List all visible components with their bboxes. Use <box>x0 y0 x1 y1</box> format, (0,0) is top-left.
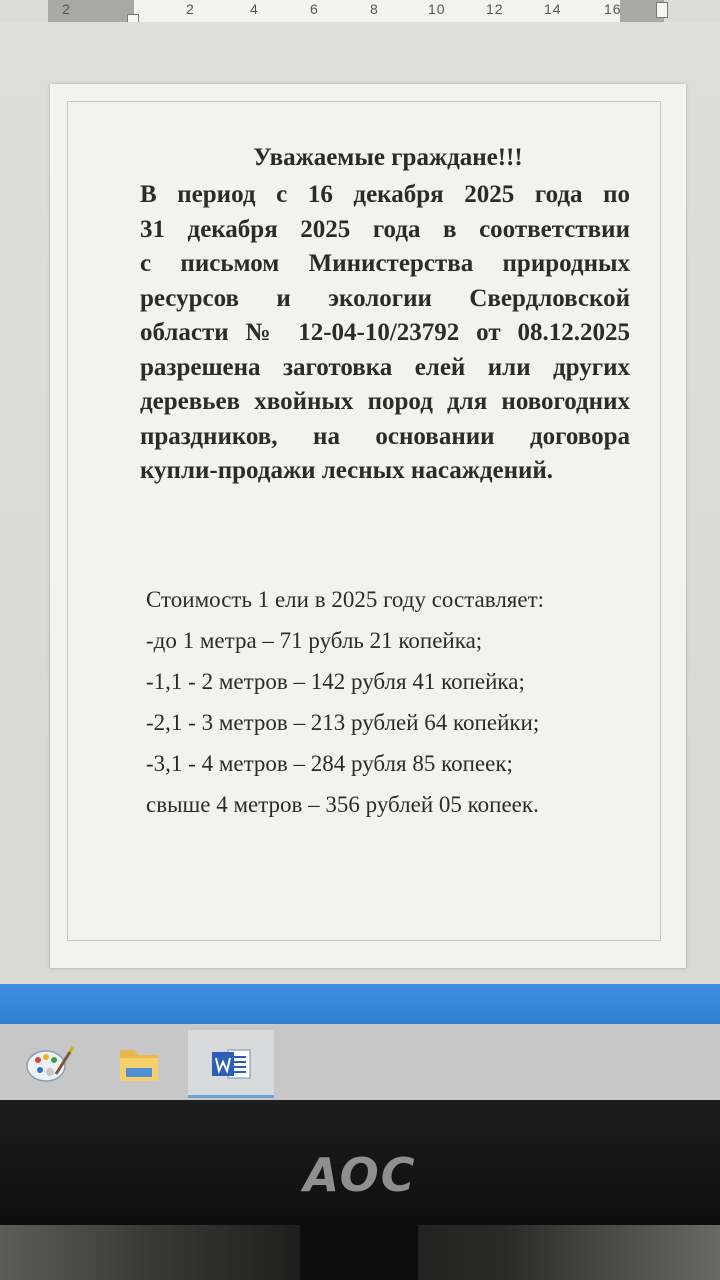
document-page[interactable] <box>50 84 686 968</box>
paragraph-line: ресурсов и экологии Свердловской <box>140 284 630 312</box>
price-item: -3,1 - 4 метров – 284 рубля 85 копеек; <box>146 751 513 776</box>
paint-icon <box>0 1030 86 1098</box>
ruler-number: 2 <box>62 1 71 17</box>
right-indent-marker[interactable] <box>656 2 668 18</box>
price-item: -до 1 метра – 71 рубль 21 копейка; <box>146 628 483 653</box>
document-heading: Уважаемые граждане!!! <box>253 144 523 171</box>
horizontal-ruler[interactable] <box>48 0 664 23</box>
document-workarea[interactable] <box>0 22 720 984</box>
ruler-number: 16 <box>604 1 622 17</box>
paragraph-line: праздников, на основании договора <box>140 422 630 450</box>
taskbar-explorer-button[interactable] <box>96 1030 182 1098</box>
announcement-paragraph <box>140 178 630 489</box>
ruler-number: 10 <box>428 1 446 17</box>
paragraph-line: с письмом Министерства природных <box>140 250 630 277</box>
paragraph-line: купли-продажи лесных насаждений. <box>140 457 554 484</box>
word-icon <box>188 1030 274 1095</box>
ruler-number: 2 <box>186 1 195 17</box>
paragraph-line: разрешена заготовка елей или других <box>140 353 630 381</box>
monitor-stand <box>300 1225 418 1280</box>
taskbar-word-button[interactable] <box>188 1030 274 1098</box>
ruler-number: 14 <box>544 1 562 17</box>
paragraph-line: 31 декабря 2025 года в соответствии <box>140 215 630 243</box>
ruler-number: 8 <box>370 1 379 17</box>
file-explorer-icon <box>96 1030 182 1098</box>
price-list-title: Стоимость 1 ели в 2025 году составляет: <box>146 587 545 612</box>
paragraph-line: области № 12-04-10/23792 от 08.12.2025 <box>140 319 630 346</box>
ruler-number: 4 <box>250 1 259 17</box>
monitor-logo: AOC <box>303 1148 417 1202</box>
price-list <box>146 579 646 825</box>
status-bar <box>0 984 720 1024</box>
ruler-left-margin <box>48 0 134 22</box>
taskbar-paint-button[interactable] <box>0 1030 86 1098</box>
ruler-number: 6 <box>310 1 319 17</box>
paragraph-line: деревьев хвойных пород для новогодних <box>140 388 630 415</box>
paragraph-line: В период с 16 декабря 2025 года по <box>140 181 630 208</box>
price-item: свыше 4 метров – 356 рублей 05 копеек. <box>146 792 539 817</box>
price-item: -1,1 - 2 метров – 142 рубля 41 копейка; <box>146 669 525 694</box>
taskbar <box>0 1024 720 1100</box>
price-item: -2,1 - 3 метров – 213 рублей 64 копейки; <box>146 710 540 735</box>
ruler-number: 12 <box>486 1 504 17</box>
